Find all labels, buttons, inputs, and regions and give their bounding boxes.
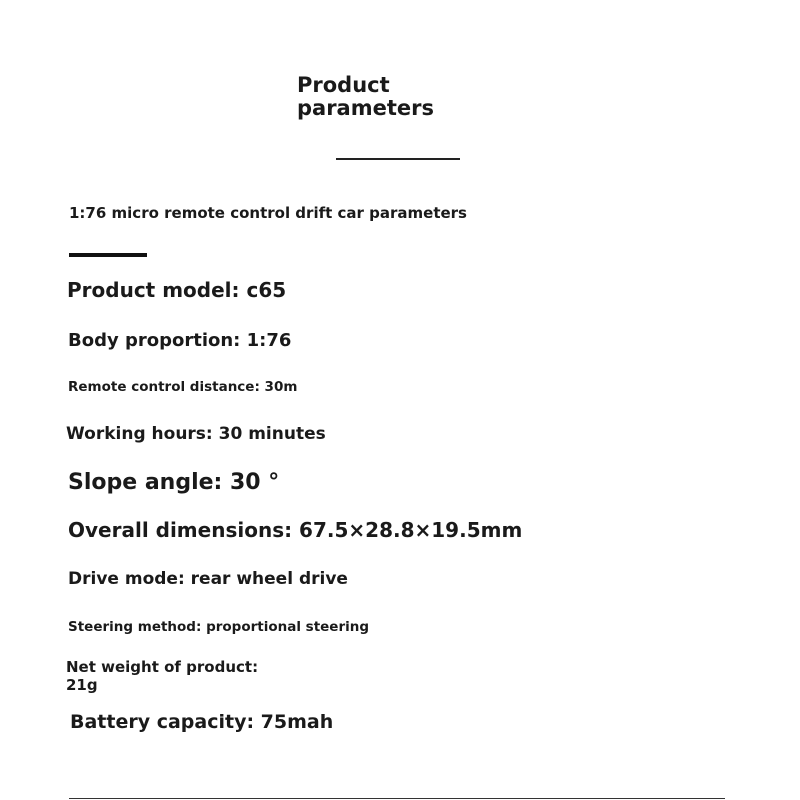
param-slope-angle: Slope angle: 30 ° bbox=[68, 470, 280, 495]
param-body-proportion: Body proportion: 1:76 bbox=[68, 330, 292, 351]
param-overall-dimensions: Overall dimensions: 67.5×28.8×19.5mm bbox=[68, 518, 523, 542]
param-product-model: Product model: c65 bbox=[67, 278, 287, 302]
title-underline bbox=[336, 158, 460, 160]
subtitle-divider-bar bbox=[69, 253, 147, 257]
param-working-hours: Working hours: 30 minutes bbox=[66, 424, 326, 444]
param-steering-method: Steering method: proportional steering bbox=[68, 619, 370, 635]
page-title: Product parameters bbox=[297, 73, 434, 120]
param-drive-mode: Drive mode: rear wheel drive bbox=[68, 569, 348, 589]
section-subtitle: 1:76 micro remote control drift car parameters bbox=[69, 204, 467, 222]
bottom-divider bbox=[69, 798, 725, 799]
param-battery-capacity: Battery capacity: 75mah bbox=[70, 711, 334, 733]
param-remote-distance: Remote control distance: 30m bbox=[68, 379, 298, 395]
param-net-weight: Net weight of product: 21g bbox=[66, 658, 259, 694]
